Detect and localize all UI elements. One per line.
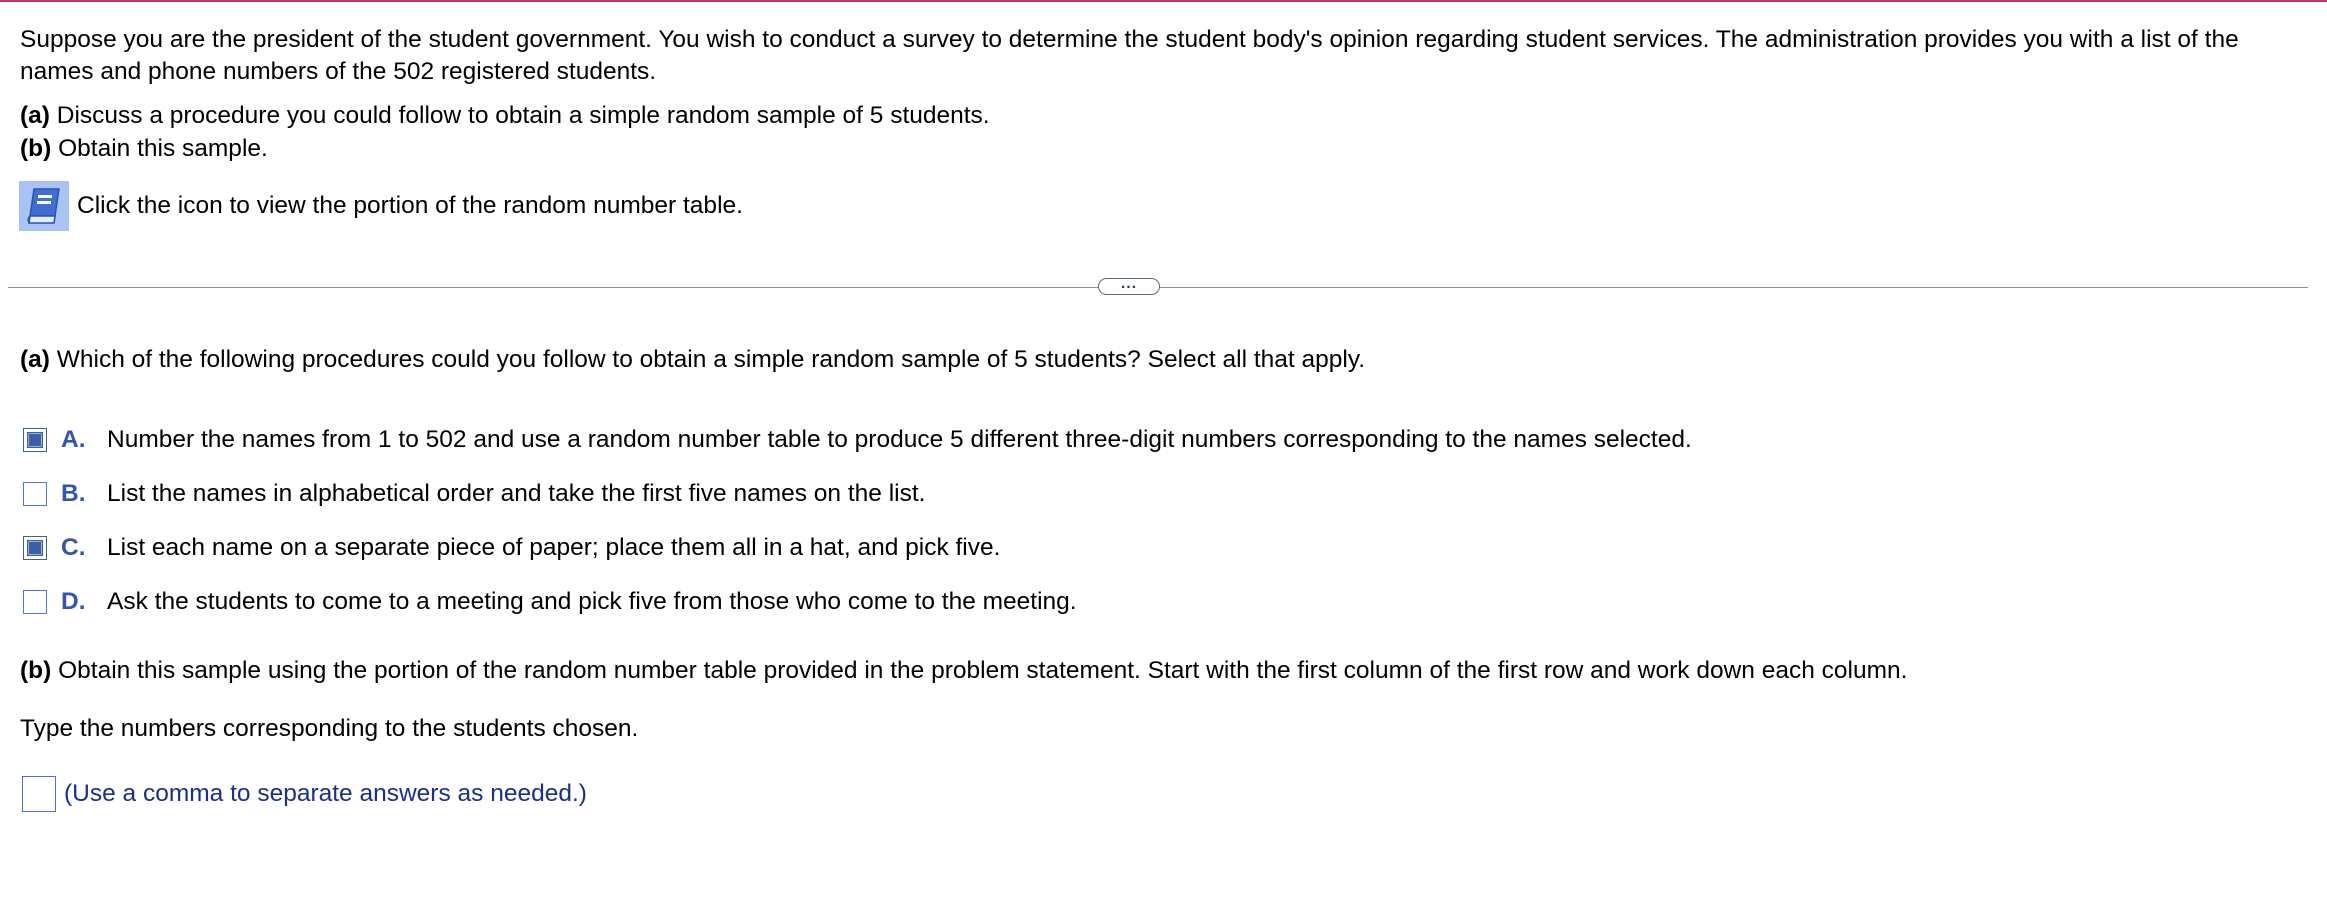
part-a-text: Discuss a procedure you could follow to obtain a simple random sample of 5 students. xyxy=(49,102,990,129)
answer-hint: (Use a comma to separate answers as needed.) xyxy=(64,780,587,807)
option-a[interactable] xyxy=(23,424,1692,456)
option-d-checkbox[interactable] xyxy=(23,590,47,614)
option-d-text: Ask the students to come to a meeting and pick five from those who come to the meeting. xyxy=(107,588,1077,615)
random-table-link-text: Click the icon to view the portion of the random number table. xyxy=(77,192,743,219)
problem-part-b xyxy=(20,133,268,165)
option-b-letter: B. xyxy=(61,480,86,507)
option-c-text: List each name on a separate piece of paper; place them all in a hat, and pick five. xyxy=(107,534,1001,561)
option-d[interactable] xyxy=(23,586,1077,618)
part-a-label: (a) xyxy=(20,102,50,129)
option-c-checkbox[interactable] xyxy=(23,536,47,560)
option-b-checkbox[interactable] xyxy=(23,482,47,506)
part-b-label: (b) xyxy=(20,135,52,162)
more-dots-icon: ... xyxy=(1120,274,1138,292)
question-a-label: (a) xyxy=(20,346,50,373)
question-b-prompt xyxy=(20,655,1907,687)
question-b-label: (b) xyxy=(20,657,52,684)
question-b-text: Obtain this sample using the portion of the random number table provided in the problem statement. Start with the first column of the first row and work down each column. xyxy=(51,657,1908,684)
option-c[interactable] xyxy=(23,532,1000,564)
expand-more-button[interactable] xyxy=(1098,274,1160,295)
problem-intro: Suppose you are the president of the student government. You wish to conduct a survey to determine the student body's opinion regarding student services. The administration provides you with a list of the names and phone numbers of the 502 registered students. xyxy=(20,26,2239,85)
random-table-link-row xyxy=(19,181,743,231)
question-a-prompt xyxy=(20,344,1365,376)
option-b-text: List the names in alphabetical order and take the first five names on the list. xyxy=(107,480,926,507)
option-a-letter: A. xyxy=(61,426,86,453)
answer-row xyxy=(22,776,587,812)
question-a-text: Which of the following procedures could you follow to obtain a simple random sample of 5 students? Select all that apply. xyxy=(49,346,1366,373)
book-icon xyxy=(25,186,63,226)
problem-part-a xyxy=(20,100,990,132)
answer-input[interactable] xyxy=(22,776,56,812)
problem-statement xyxy=(20,24,2300,88)
option-d-letter: D. xyxy=(61,588,86,615)
option-a-checkbox[interactable] xyxy=(23,428,47,452)
option-c-letter: C. xyxy=(61,534,86,561)
answer-instruction: Type the numbers corresponding to the students chosen. xyxy=(20,715,639,742)
option-a-text: Number the names from 1 to 502 and use a random number table to produce 5 different three-digit numbers corresponding to the names selected. xyxy=(107,426,1692,453)
option-b[interactable] xyxy=(23,478,925,510)
random-number-table-button[interactable] xyxy=(19,181,69,231)
part-b-text: Obtain this sample. xyxy=(51,135,268,162)
